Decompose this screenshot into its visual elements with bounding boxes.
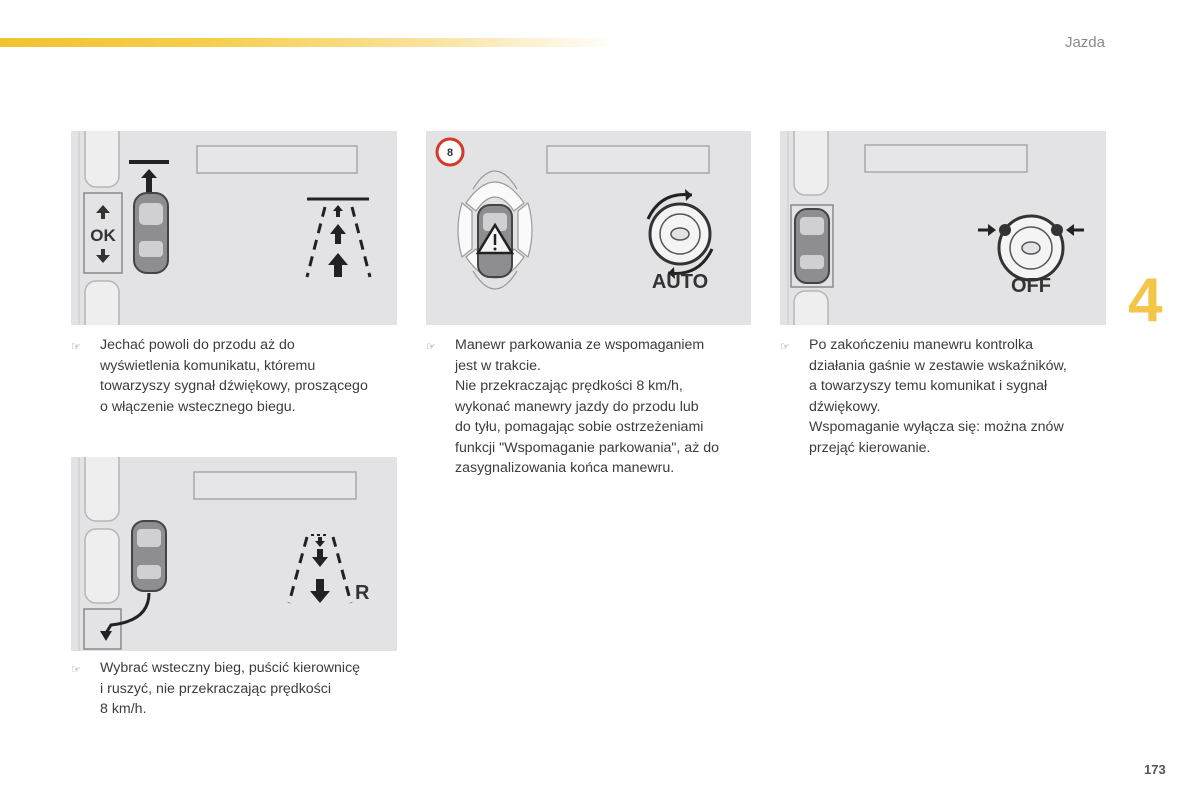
pointing-hand-icon: ☞ [71,664,81,676]
display-placeholder [194,472,356,499]
steering-wheel-icon [648,189,712,279]
auto-label: AUTO [651,271,709,293]
display-placeholder [547,146,709,173]
step-drive-forward [71,335,401,417]
reverse-slot-frame [84,609,121,649]
illustration-maneuver-off [780,131,1106,325]
illustration-reverse [71,457,397,651]
chapter-number: 4 [1128,266,1163,335]
guidance-lines-icon [307,199,370,277]
step-text: Po zakończeniu manewru kontrolka działania gaśnie w zestawie wskaźników, a towarzyszy temu komunikat i sygnał dźwiękowy. Wspomaganie wyłącza się: można znów przejąć kierowanie. [809,337,1067,456]
arrow-up-icon [141,169,157,192]
display-placeholder [197,146,357,173]
off-label: OFF [1011,275,1051,297]
page-number: 173 [1144,762,1166,777]
reverse-guidance-icon [289,535,351,603]
step-maneuver-in-progress [426,335,756,479]
ok-label: OK [90,226,116,245]
reverse-r-label: R [355,582,370,604]
car-icon [795,209,829,283]
steering-wheel-hands-icon [978,216,1084,280]
step-text: Jechać powoli do przodu aż do wyświetlenia komunikatu, któremu towarzyszy sygnał dźwiękowy, proszącego o włączenie wstecznego biegu. [100,337,368,415]
car-icon [134,193,168,273]
pointing-hand-icon: ☞ [71,341,81,353]
section-title: Jazda [1064,34,1105,51]
header-accent-bar [0,38,620,47]
pointing-hand-icon: ☞ [426,341,436,353]
step-maneuver-end [780,335,1110,458]
illustration-maneuver-auto [426,131,751,325]
car-icon [132,521,166,591]
display-placeholder [865,145,1027,172]
illustration-drive-forward [71,131,397,325]
speed-badge-value: 8 [446,147,454,159]
step-text: Manewr parkowania ze wspomaganiem jest w trakcie. Nie przekraczając prędkości 8 km/h, wykonać manewry jazdy do przodu lub do tyłu, pomagając sobie ostrzeżeniami funkcji "Wspomaganie parkowania", aż do zasygnalizowania końca manewru. [455,337,720,476]
step-reverse [71,658,401,720]
step-text: Wybrać wsteczny bieg, puścić kierownicę i ruszyć, nie przekraczając prędkości 8 km/h. [100,660,361,717]
pointing-hand-icon: ☞ [780,341,790,353]
parked-car-icon [85,457,119,603]
